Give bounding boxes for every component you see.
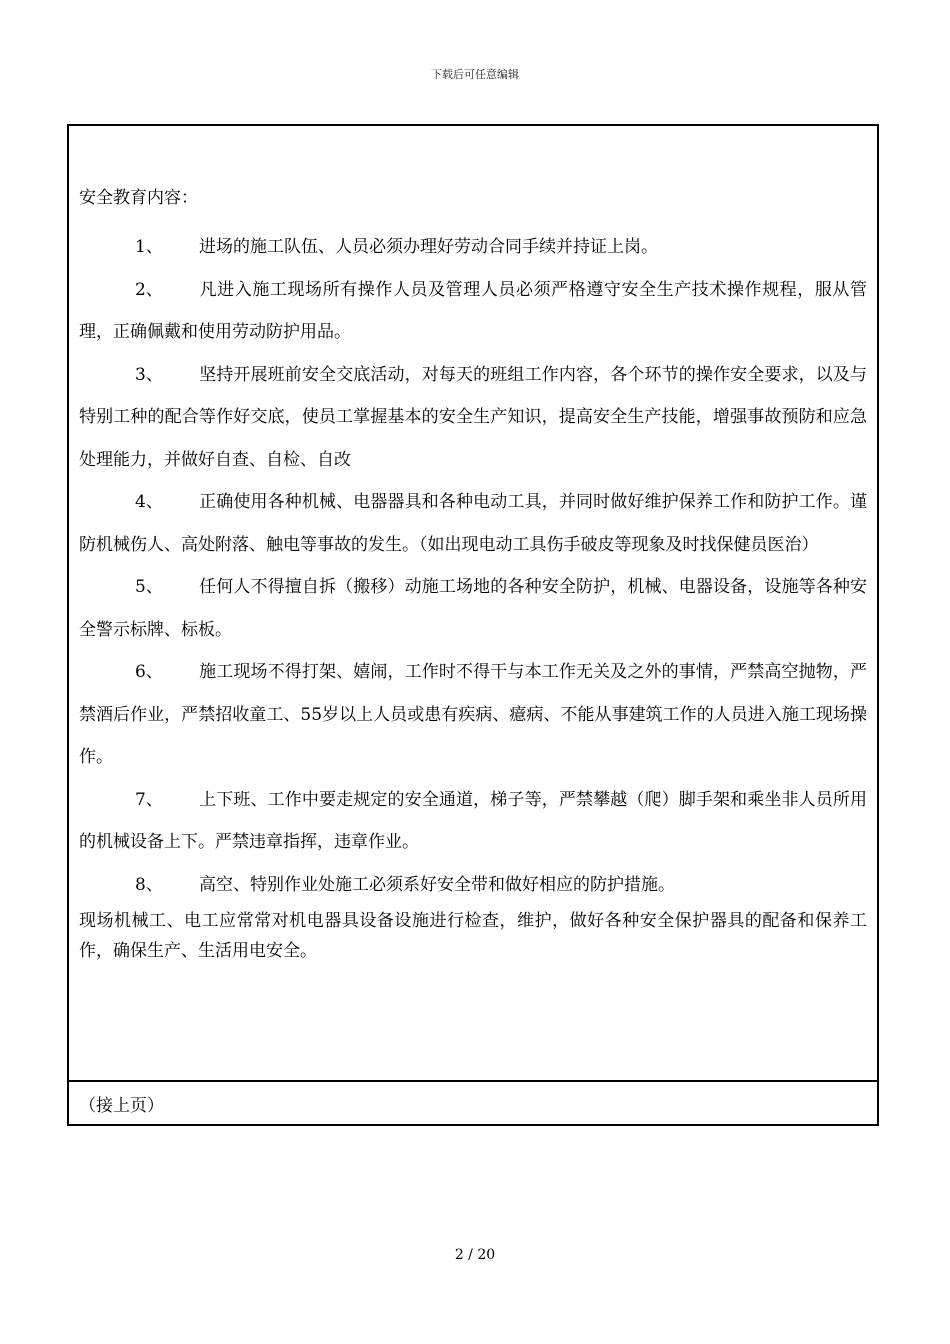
continued-label: （接上页）: [79, 1096, 164, 1116]
section-title: 安全教育内容：: [79, 188, 198, 208]
item-number: 5、: [135, 577, 163, 597]
item-text: 施工现场不得打架、嬉闹，工作时不得干与本工作无关及之外的事情，严禁高空抛物，严禁酒后作业，严禁招收童工、55岁以上人员或患有疾病、癔病、不能从事建筑工作的人员进入施工现场操作。: [79, 662, 867, 767]
item-number: 1、: [135, 237, 163, 257]
header-note: 下载后可任意编辑: [431, 68, 519, 81]
list-item: [79, 779, 867, 864]
item-text: 高空、特别作业处施工必须系好安全带和做好相应的防护措施。: [199, 874, 675, 895]
item-text: 坚持开展班前安全交底活动，对每天的班组工作内容，各个环节的操作安全要求，以及与特别工种的配合等作好交底，使员工掌握基本的安全生产知识，提高安全生产技能，增强事故预防和应急处理能力，并做好自查、自检、自改: [79, 364, 867, 470]
list-item: [79, 269, 867, 354]
item-text: 凡进入施工现场所有操作人员及管理人员必须严格遵守安全生产技术操作规程，服从管理，正确佩戴和使用劳动防护用品。: [79, 279, 867, 342]
page-number: 2 / 20: [454, 1247, 496, 1263]
continued-cell: [69, 1082, 877, 1124]
item-number: 8、: [135, 874, 163, 895]
item-number: 2、: [135, 279, 163, 300]
list-item: [79, 864, 867, 907]
list-item: [79, 481, 867, 566]
document-table: [67, 124, 879, 1126]
item-number: 6、: [135, 662, 163, 682]
list-item: [79, 226, 867, 269]
item-text: 上下班、工作中要走规定的安全通道，梯子等，严禁攀越（爬）脚手架和乘坐非人员所用的机械设备上下。严禁违章指挥，违章作业。: [79, 789, 867, 852]
content-cell: [69, 126, 877, 1082]
item-number: 7、: [135, 789, 163, 810]
closing-paragraph: 现场机械工、电工应常常对机电器具设备设施进行检查，维护，做好各种安全保护器具的配备和保养工作，确保生产、生活用电安全。: [79, 911, 867, 961]
list-item: [79, 354, 867, 482]
list-item: [79, 566, 867, 651]
item-number: 4、: [135, 492, 163, 512]
item-number: 3、: [135, 364, 163, 385]
list-item: [79, 651, 867, 779]
item-text: 任何人不得擅自拆（搬移）动施工场地的各种安全防护，机械、电器设备，设施等各种安全警示标牌、标板。: [79, 577, 867, 640]
item-text: 正确使用各种机械、电器器具和各种电动工具，并同时做好维护保养工作和防护工作。谨防机械伤人、高处附落、触电等事故的发生。（如出现电动工具伤手破皮等现象及时找保健员医治）: [79, 492, 867, 555]
item-text: 进场的施工队伍、人员必须办理好劳动合同手续并持证上岗。: [199, 237, 658, 257]
